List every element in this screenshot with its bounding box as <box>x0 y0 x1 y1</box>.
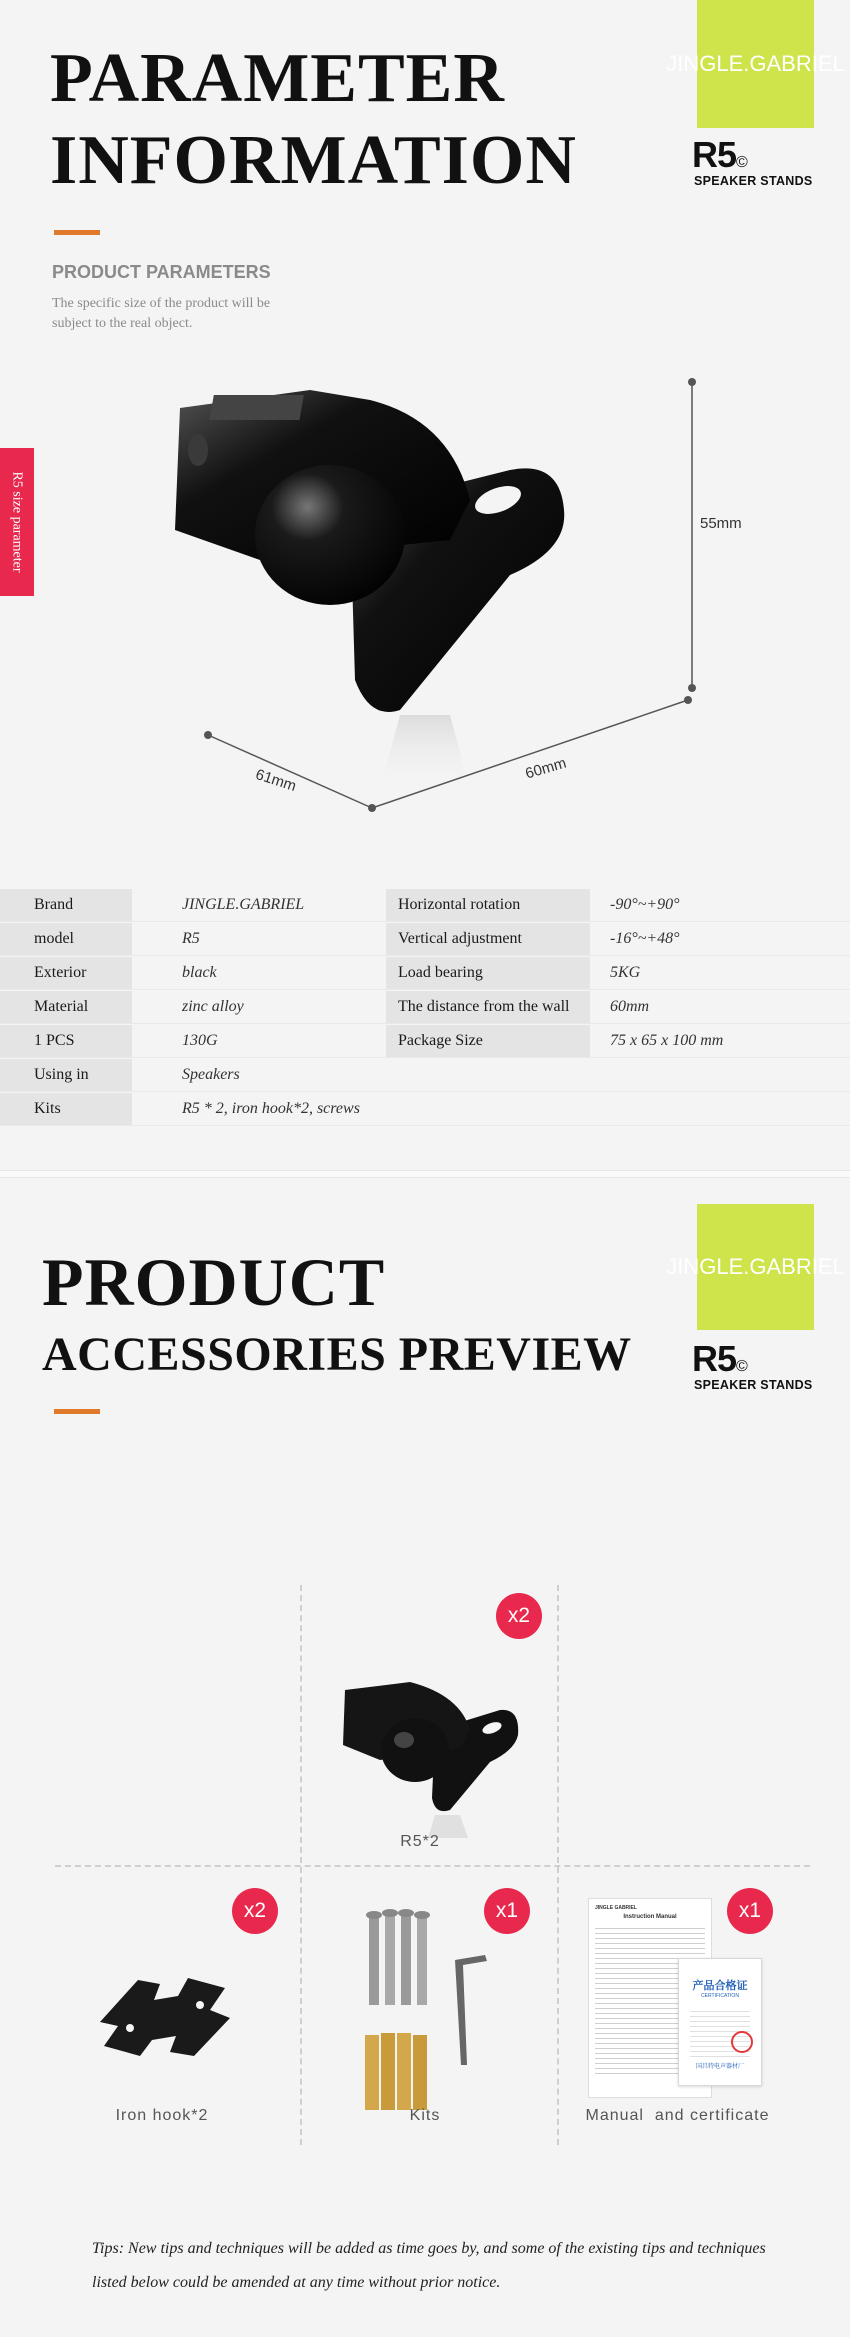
spec-value: R5 <box>182 930 200 947</box>
spec-label-2: Load bearing <box>386 957 590 989</box>
copyright-mark-2: © <box>736 1358 748 1375</box>
model-mark <box>692 134 748 176</box>
spec-row <box>0 957 850 991</box>
badge-iron-hook: x2 <box>232 1888 278 1934</box>
allen-key <box>455 1955 487 2065</box>
accent-underline-2 <box>54 1409 100 1414</box>
brand-logo-box-2: JINGLE.GABRIEL <box>697 1204 814 1330</box>
width-dim-dot <box>684 696 692 704</box>
spec-value: 130G <box>182 1032 218 1049</box>
spec-value: zinc alloy <box>182 998 244 1015</box>
model-mark-2 <box>692 1338 748 1380</box>
ball-joint <box>255 465 405 605</box>
side-tab-size-parameter <box>0 448 34 596</box>
label-iron-hook: Iron hook*2 <box>115 2107 209 2124</box>
cert-title: 产品合格证 <box>692 1980 748 1992</box>
spec-label: Using in <box>0 1059 132 1091</box>
kits-image <box>355 1905 515 2115</box>
iron-hook-hole-1 <box>126 2024 134 2032</box>
spec-label-2: Horizontal rotation <box>386 889 590 921</box>
model-mark-text-2: R5 <box>692 1338 737 1379</box>
cert-subtitle: CERTIFICATION <box>701 1993 739 1999</box>
copyright-mark: © <box>736 154 748 171</box>
grid-divider-h <box>55 1865 810 1867</box>
depth-dimension-line <box>208 735 372 808</box>
section-divider <box>0 1170 850 1178</box>
spec-value-2: -16°~+48° <box>610 930 680 947</box>
clamp-top-slot <box>209 395 303 420</box>
product-parameters-heading: PRODUCT PARAMETERS <box>52 262 271 282</box>
spec-row-divider <box>0 989 850 990</box>
tips-text: Tips: New tips and techniques will be added as time goes by, and some of the existing tips and techniques listed below could be amended at any time without prior notice. <box>92 2240 766 2291</box>
label-r5: R5*2 <box>400 1833 440 1850</box>
screws <box>366 1909 430 2005</box>
r5-unit-image <box>340 1670 530 1840</box>
manual-brand: JINGLE GABRIEL <box>595 1905 637 1911</box>
spec-value: JINGLE.GABRIEL <box>182 896 305 913</box>
cert-footer: 国昌特电声器材厂 <box>695 2064 744 2070</box>
section2-title-line2: ACCESSORIES PREVIEW <box>42 1328 632 1381</box>
label-manual: Manual and certificate <box>585 2107 770 2124</box>
spec-value: R5 * 2, iron hook*2, screws <box>182 1100 360 1117</box>
model-subtitle-2: SPEAKER STANDS <box>694 1378 813 1392</box>
section2-title-line1: PRODUCT <box>42 1244 386 1320</box>
badge-r5: x2 <box>496 1593 542 1639</box>
spec-value-2: 75 x 65 x 100 mm <box>610 1032 724 1049</box>
spec-row-divider <box>0 1091 850 1092</box>
label-kits: Kits <box>409 2107 441 2124</box>
iron-hook-shape <box>100 1978 230 2056</box>
iron-hook-image <box>90 1960 240 2070</box>
brand-logo-box: JINGLE.GABRIEL <box>697 0 814 128</box>
spec-row-divider <box>0 1125 850 1126</box>
spec-row <box>0 889 850 923</box>
spec-row <box>0 1059 850 1093</box>
model-mark-text: R5 <box>692 134 737 175</box>
spec-label: Material <box>0 991 132 1023</box>
width-dimension-label: 60mm <box>523 754 569 783</box>
spec-row <box>0 1093 850 1127</box>
spec-row-divider <box>0 1023 850 1024</box>
r5-ball <box>381 1718 449 1782</box>
spec-label: Brand <box>0 889 132 921</box>
spec-value-2: 5KG <box>610 964 641 981</box>
depth-dim-dot <box>204 731 212 739</box>
wall-anchors <box>365 2033 427 2110</box>
spec-value-2: 60mm <box>610 998 650 1015</box>
spec-label-2: Package Size <box>386 1025 590 1057</box>
spec-row-divider <box>0 1057 850 1058</box>
section1-title-line2: INFORMATION <box>50 122 577 199</box>
height-dimension-label: 55mm <box>700 515 742 532</box>
spec-label: model <box>0 923 132 955</box>
model-subtitle: SPEAKER STANDS <box>694 174 813 188</box>
spec-label: 1 PCS <box>0 1025 132 1057</box>
spec-row <box>0 1025 850 1059</box>
height-dim-dot-bottom <box>688 684 696 692</box>
side-tab-label: R5 size parameter <box>10 471 25 573</box>
accent-underline <box>54 230 100 235</box>
cert-stamp <box>731 2031 753 2053</box>
section1-title-line1: PARAMETER <box>50 40 505 117</box>
badge-kits: x1 <box>484 1888 530 1934</box>
spec-row <box>0 923 850 957</box>
spec-row <box>0 991 850 1025</box>
r5-ball-shine <box>394 1732 414 1748</box>
spec-value: Speakers <box>182 1066 240 1083</box>
spec-value: black <box>182 964 217 981</box>
spec-row-divider <box>0 921 850 922</box>
badge-manual: x1 <box>727 1888 773 1934</box>
product-parameters-description: The specific size of the product will be subject to the real object. <box>52 296 271 331</box>
certificate-card <box>678 1958 762 2086</box>
depth-dimension-label: 61mm <box>253 765 299 796</box>
spec-label: Kits <box>0 1093 132 1125</box>
clamp-hole <box>188 434 208 466</box>
spec-label-2: Vertical adjustment <box>386 923 590 955</box>
manual-title: Instruction Manual <box>623 1914 677 1920</box>
height-dim-dot-top <box>688 378 696 386</box>
product-dimension-diagram <box>150 360 710 820</box>
spec-value-2: -90°~+90° <box>610 896 680 913</box>
spec-label-2: The distance from the wall <box>386 991 590 1023</box>
spec-label: Exterior <box>0 957 132 989</box>
iron-hook-hole-2 <box>196 2001 204 2009</box>
spec-row-divider <box>0 955 850 956</box>
corner-dim-dot <box>368 804 376 812</box>
